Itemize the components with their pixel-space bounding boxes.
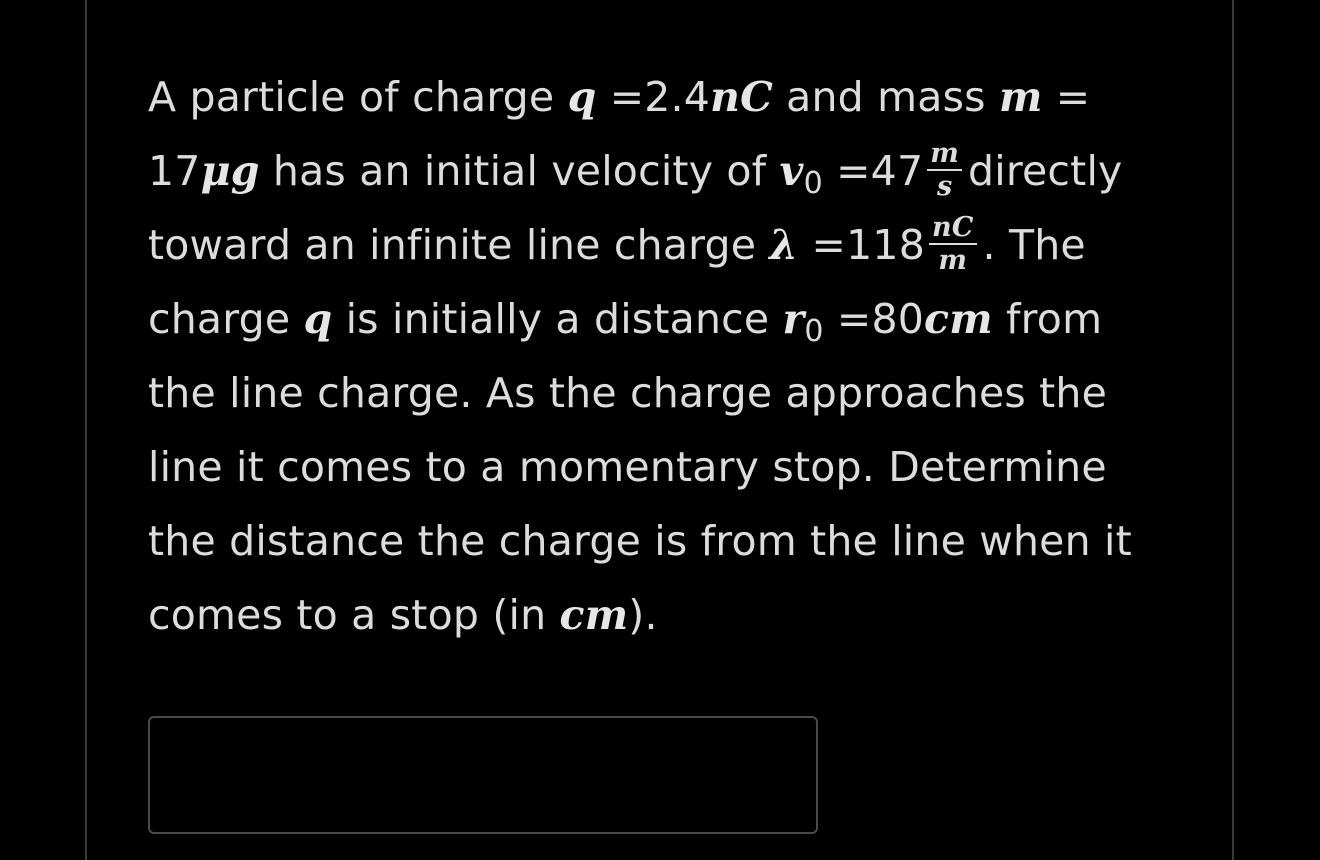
line-charge-value: 118 xyxy=(846,221,925,269)
question-line-1 xyxy=(148,60,1188,134)
text: and mass xyxy=(772,73,999,121)
fraction-denominator: s xyxy=(936,171,953,202)
text: has an initial velocity of xyxy=(259,147,780,195)
equals: = xyxy=(822,147,871,195)
subscript: 0 xyxy=(804,314,824,349)
subscript: 0 xyxy=(803,166,823,201)
question-line-5: the line charge. As the charge approaches the xyxy=(148,369,1108,417)
text: A particle of charge xyxy=(148,73,568,121)
fraction-denominator: m xyxy=(938,245,968,276)
text: charge xyxy=(148,295,304,343)
fraction-numerator: m xyxy=(927,140,962,171)
math-r: r xyxy=(782,295,805,343)
text: from xyxy=(992,295,1103,343)
question-line-7: the distance the charge is from the line when it xyxy=(148,517,1132,565)
equals: = xyxy=(1042,73,1091,121)
math-m: m xyxy=(998,73,1043,121)
distance-unit: cm xyxy=(924,295,993,343)
equals: = xyxy=(609,73,645,121)
text: . The xyxy=(982,221,1086,269)
mass-unit: μg xyxy=(200,147,260,195)
math-lambda: λ xyxy=(769,221,799,269)
question-line-8 xyxy=(148,578,1188,652)
mass-value: 17 xyxy=(148,147,201,195)
question-line-4 xyxy=(148,282,1188,356)
text: ). xyxy=(628,591,658,639)
question-line-6: line it comes to a momentary stop. Determine xyxy=(148,443,1107,491)
charge-value: 2.4 xyxy=(644,73,711,121)
distance-value: 80 xyxy=(871,295,925,343)
question-line-2 xyxy=(148,134,1188,208)
text: is initially a distance xyxy=(332,295,783,343)
math-q: q xyxy=(303,295,333,343)
line-charge-unit-fraction xyxy=(929,214,977,274)
charge-unit: nC xyxy=(710,73,773,121)
question-text xyxy=(148,60,1188,652)
math-q: q xyxy=(567,73,597,121)
answer-unit: cm xyxy=(559,591,629,639)
fraction-numerator: nC xyxy=(929,214,977,245)
math-v: v xyxy=(779,147,804,195)
text: comes to a stop (in xyxy=(148,591,560,639)
question-line-3 xyxy=(148,208,1188,282)
text: toward an infinite line charge xyxy=(148,221,770,269)
velocity-unit-fraction xyxy=(927,140,962,200)
velocity-value: 47 xyxy=(870,147,924,195)
text: directly xyxy=(968,147,1123,195)
equals: = xyxy=(823,295,872,343)
answer-input[interactable] xyxy=(148,716,818,834)
equals: = xyxy=(798,221,847,269)
